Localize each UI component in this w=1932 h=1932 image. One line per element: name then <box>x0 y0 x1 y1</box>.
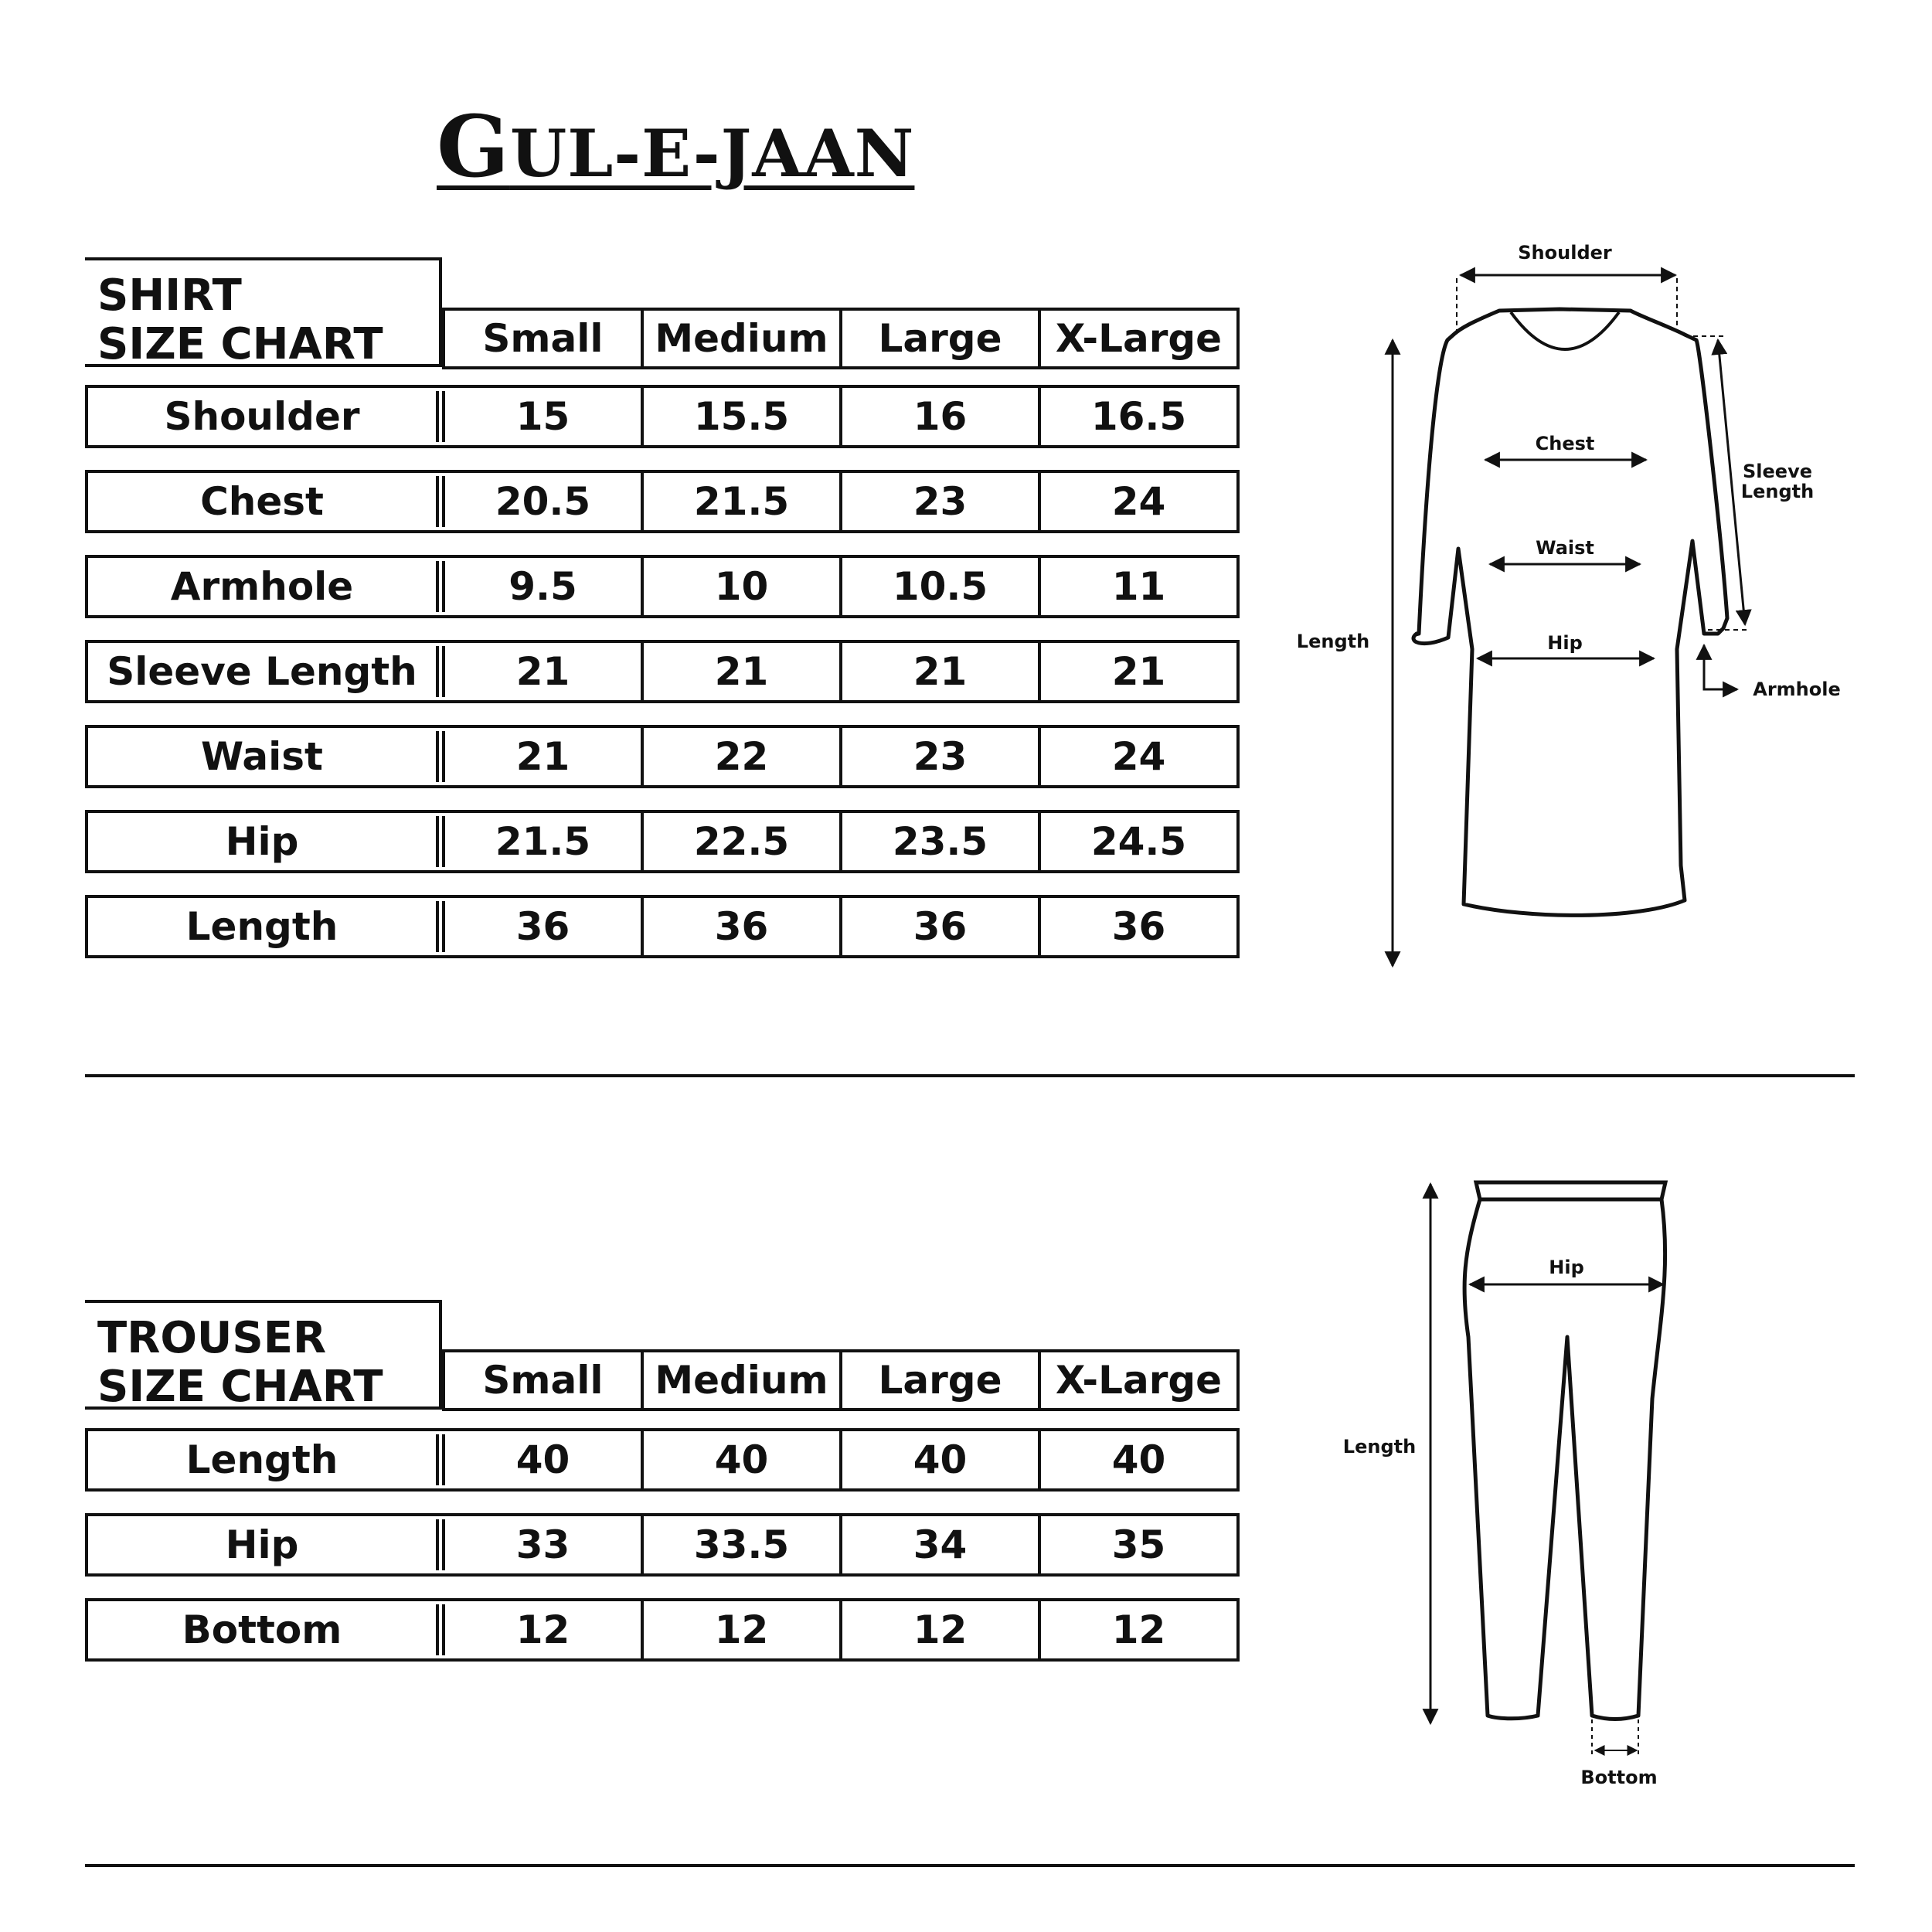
trouser-chart-title <box>85 1300 442 1410</box>
size-header-small: Small <box>442 311 641 366</box>
table-row <box>85 1428 1240 1492</box>
cell-value: 21 <box>839 643 1038 700</box>
size-header-large: Large <box>839 311 1038 366</box>
shirt-chart-title <box>85 257 442 367</box>
row-divider <box>436 731 445 782</box>
cell-value: 15.5 <box>641 388 839 445</box>
size-header-medium: Medium <box>641 1352 839 1408</box>
row-divider <box>436 1434 445 1485</box>
shirt-title-line1: SHIRT <box>97 270 242 321</box>
table-row <box>85 470 1240 533</box>
size-header-medium: Medium <box>641 311 839 366</box>
row-label: Bottom <box>182 1607 342 1652</box>
trouser-diagram <box>1314 1167 1855 1816</box>
cell-value: 40 <box>515 1437 570 1482</box>
length-label: Length <box>1296 631 1370 652</box>
row-divider <box>436 1604 445 1655</box>
cell-value: 24.5 <box>1038 813 1236 870</box>
row-label: Hip <box>225 819 299 864</box>
trouser-waistband <box>1476 1182 1665 1199</box>
cell-value: 23.5 <box>839 813 1038 870</box>
cell-value: 36 <box>515 904 570 949</box>
cell-value: 21.5 <box>641 473 839 530</box>
cell-value: 10 <box>641 558 839 615</box>
row-label: Shoulder <box>164 394 360 439</box>
sleeve-label-line1: Sleeve <box>1743 461 1812 482</box>
cell-value: 12 <box>839 1601 1038 1658</box>
shoulder-label: Shoulder <box>1518 242 1612 264</box>
row-label: Armhole <box>170 564 354 609</box>
table-row <box>85 640 1240 703</box>
row-divider <box>436 1519 445 1570</box>
row-label: Waist <box>201 734 323 779</box>
cell-value: 40 <box>641 1431 839 1488</box>
cell-value: 40 <box>1038 1431 1236 1488</box>
cell-value: 20.5 <box>495 479 591 524</box>
row-label: Sleeve Length <box>107 649 417 694</box>
cell-value: 36 <box>839 898 1038 955</box>
cell-value: 9.5 <box>509 564 577 609</box>
hip-label: Hip <box>1547 632 1583 654</box>
cell-value: 12 <box>641 1601 839 1658</box>
row-label: Length <box>185 1437 338 1482</box>
row-divider <box>436 391 445 442</box>
trouser-title-line1: TROUSER <box>97 1313 327 1363</box>
chest-label: Chest <box>1535 433 1595 454</box>
row-label: Hip <box>225 1522 299 1567</box>
brand-initial: G <box>437 97 510 196</box>
cell-value: 22.5 <box>641 813 839 870</box>
trouser-hip-label: Hip <box>1549 1257 1584 1278</box>
cell-value: 40 <box>839 1431 1038 1488</box>
waist-label: Waist <box>1536 537 1594 559</box>
row-label: Length <box>185 904 338 949</box>
cell-value: 21 <box>641 643 839 700</box>
cell-value: 21 <box>515 649 570 694</box>
section-divider <box>85 1074 1855 1077</box>
size-header-large: Large <box>839 1352 1038 1408</box>
cell-value: 16 <box>839 388 1038 445</box>
shirt-title-line2: SIZE CHART <box>97 319 383 369</box>
brand-rest: UL-E-JAAN <box>509 115 915 192</box>
trouser-bottom-label: Bottom <box>1580 1767 1658 1788</box>
row-divider <box>436 561 445 612</box>
cell-value: 24 <box>1038 728 1236 785</box>
table-row <box>85 810 1240 873</box>
brand-logo <box>437 97 915 196</box>
cell-value: 23 <box>839 728 1038 785</box>
cell-value: 33.5 <box>641 1516 839 1573</box>
cell-value: 15 <box>515 394 570 439</box>
sleeve-label-line2: Length <box>1740 481 1815 502</box>
row-divider <box>436 816 445 867</box>
row-divider <box>436 901 445 952</box>
cell-value: 35 <box>1038 1516 1236 1573</box>
cell-value: 21 <box>1038 643 1236 700</box>
neckline <box>1511 312 1619 349</box>
shirt-outline <box>1413 309 1727 915</box>
table-row <box>85 1598 1240 1662</box>
cell-value: 12 <box>1038 1601 1236 1658</box>
trouser-length-label: Length <box>1342 1436 1417 1458</box>
size-header-xlarge: X-Large <box>1038 311 1236 366</box>
cell-value: 33 <box>515 1522 570 1567</box>
table-row <box>85 725 1240 788</box>
cell-value: 34 <box>839 1516 1038 1573</box>
row-divider <box>436 476 445 527</box>
cell-value: 21 <box>515 734 570 779</box>
table-row <box>85 1513 1240 1577</box>
shirt-diagram <box>1267 232 1886 989</box>
cell-value: 36 <box>641 898 839 955</box>
table-row <box>85 385 1240 448</box>
size-header-xlarge: X-Large <box>1038 1352 1236 1408</box>
table-row <box>85 895 1240 958</box>
trouser-header-row <box>442 1349 1240 1411</box>
trouser-title-line2: SIZE CHART <box>97 1362 383 1412</box>
cell-value: 23 <box>839 473 1038 530</box>
cell-value: 22 <box>641 728 839 785</box>
row-label: Chest <box>200 479 324 524</box>
cell-value: 10.5 <box>839 558 1038 615</box>
table-row <box>85 555 1240 618</box>
cell-value: 36 <box>1038 898 1236 955</box>
shirt-header-row <box>442 308 1240 369</box>
cell-value: 24 <box>1038 473 1236 530</box>
row-divider <box>436 646 445 697</box>
size-header-small: Small <box>442 1352 641 1408</box>
cell-value: 11 <box>1038 558 1236 615</box>
section-divider <box>85 1864 1855 1867</box>
cell-value: 21.5 <box>495 819 591 864</box>
armhole-label: Armhole <box>1753 679 1841 700</box>
cell-value: 12 <box>515 1607 570 1652</box>
cell-value: 16.5 <box>1038 388 1236 445</box>
